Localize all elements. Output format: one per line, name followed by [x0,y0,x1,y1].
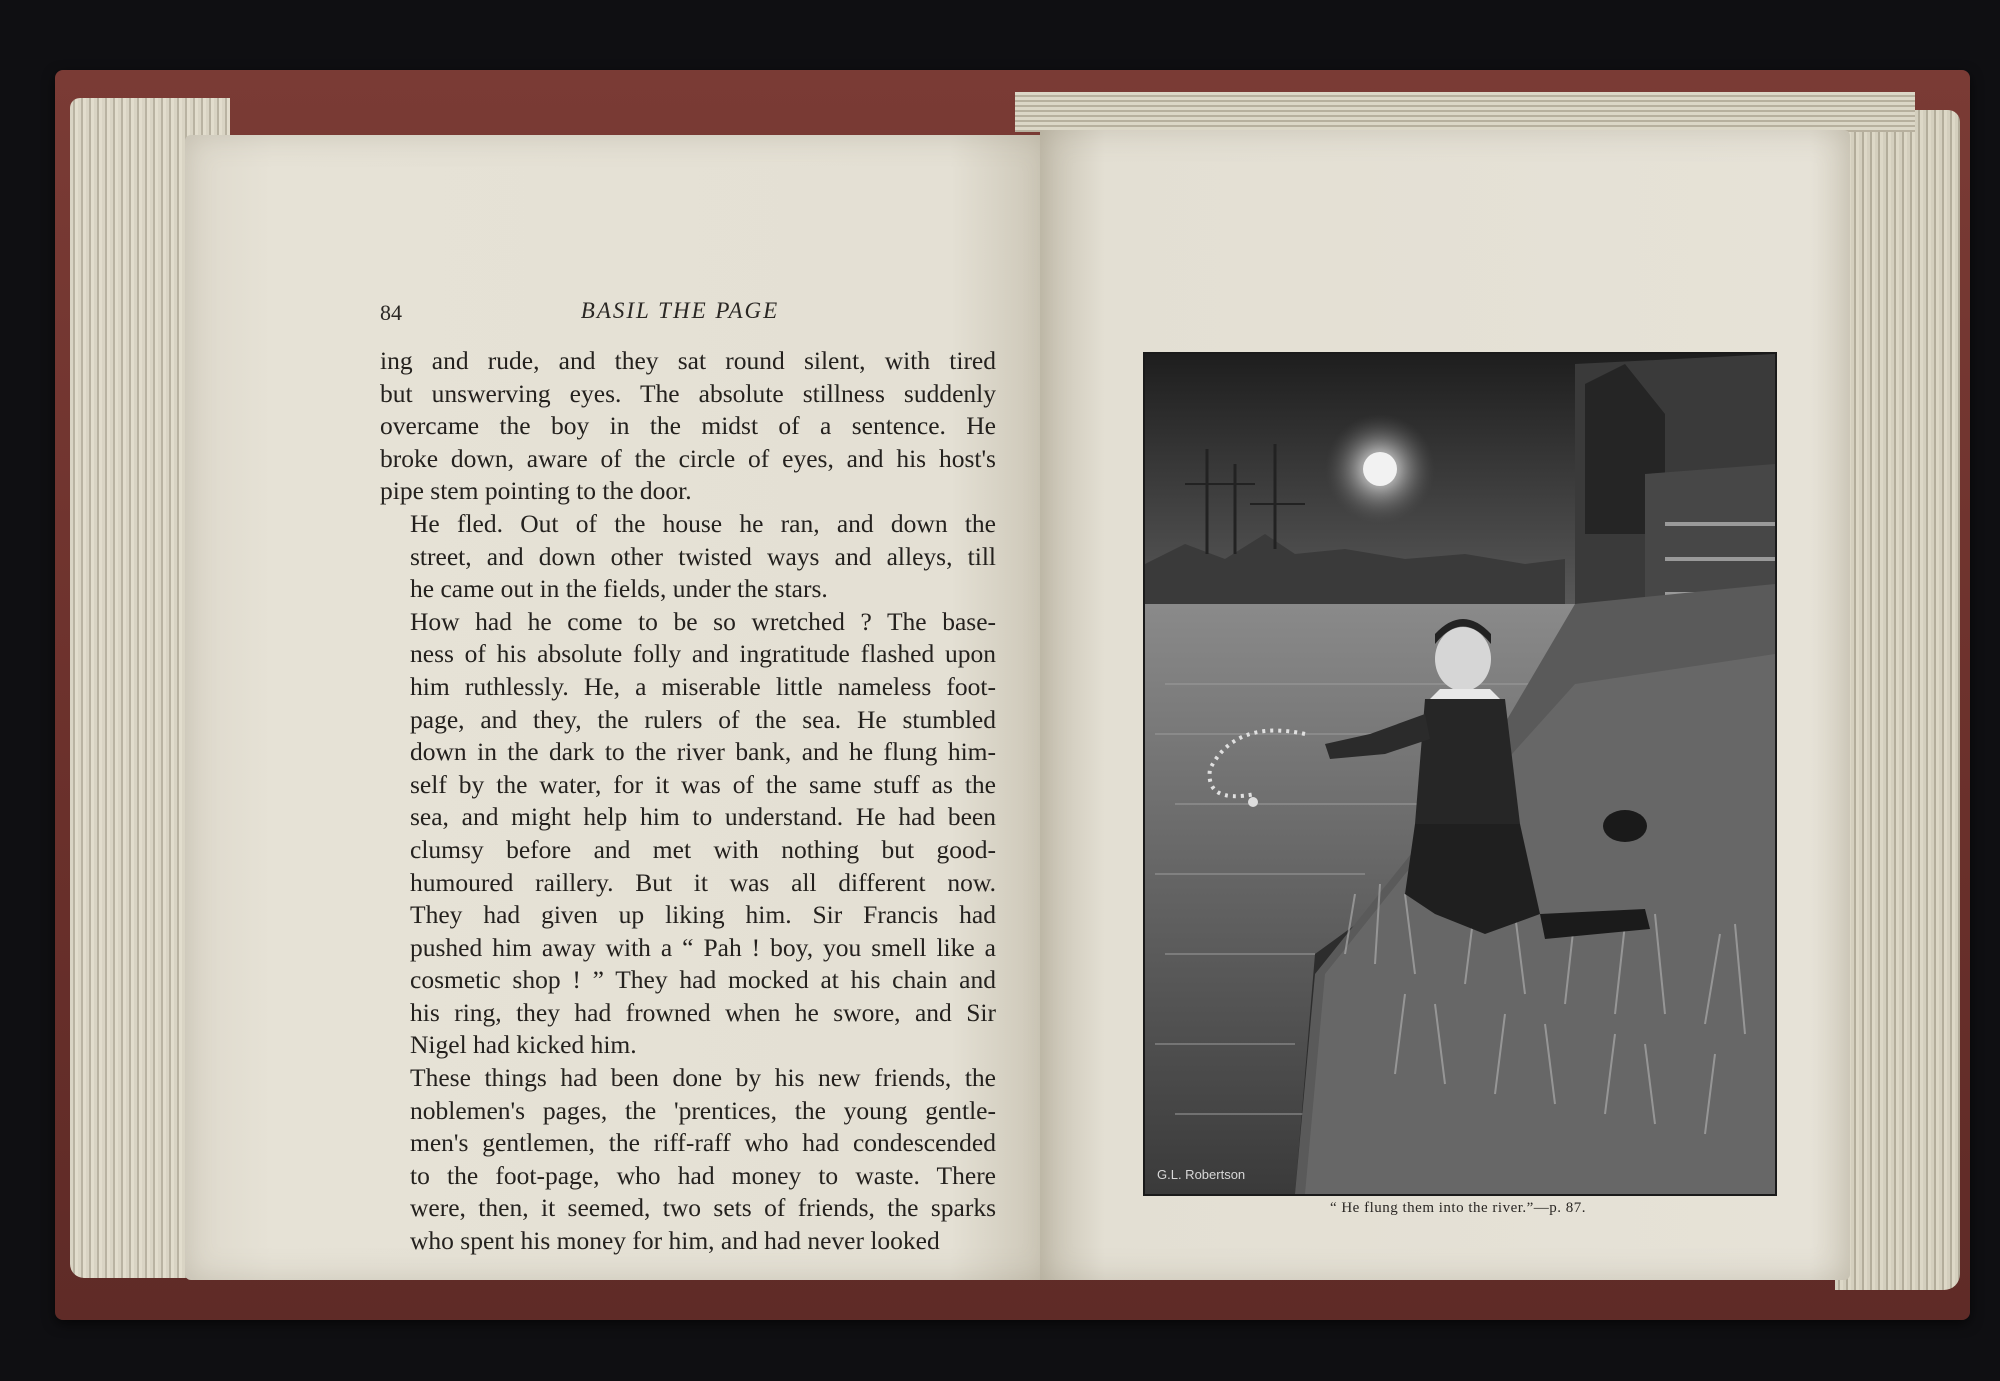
illustration-caption: “ He flung them into the river.”—p. 87. [1329,1200,1587,1216]
text-line: but unswerving eyes. The absolute stillness suddenly [380,378,996,408]
text-line: men's gentlemen, the riff-raff who had condescended [410,1128,996,1158]
river-illustration [1143,352,1777,1196]
text-line: ness of his absolute folly and ingratitude flashed upon [410,639,996,669]
text-line: ing and rude, and they sat round silent, with tired [380,346,996,375]
paragraph [380,606,996,1062]
text-line: cosmetic shop ! ” They had mocked at his chain and [410,965,996,995]
illustrator-signature: G.L. Robertson [1157,1167,1246,1182]
running-head [380,300,1000,330]
paragraph [380,1062,996,1258]
text-line: self by the water, for it was of the same stuff as the [410,769,996,799]
text-line: These things had been done by his new friends, the [410,1063,996,1093]
text-line: humoured raillery. But it was all different now. [410,867,996,897]
text-line: They had given up liking him. Sir Francis had [410,900,996,930]
open-book [55,70,1970,1320]
book-title: BASIL THE PAGE [580,298,780,323]
text-line: to the foot-page, who had money to waste. There [410,1160,996,1190]
text-line: him ruthlessly. He, a miserable little nameless foot- [410,671,996,701]
text-line: street, and down other twisted ways and alleys, till [410,541,996,571]
text-line: noblemen's pages, the 'prentices, the young gentle- [410,1095,996,1125]
text-line: clumsy before and met with nothing but good- [410,834,996,864]
text-line: pushed him away with a “ Pah ! boy, you smell like a [410,932,996,962]
text-line: pipe stem pointing to the door. [380,476,692,506]
text-line: overcame the boy in the midst of a sentence. He [380,411,996,441]
paragraph [380,345,996,508]
left-page [185,135,1055,1280]
right-page [1040,130,1850,1280]
text-line: How had he come to be so wretched ? The base- [410,606,996,636]
text-line: page, and they, the rulers of the sea. He stumbled [410,704,996,734]
text-line: down in the dark to the river bank, and he flung him- [410,737,996,767]
text-line: sea, and might help him to understand. He had been [410,802,996,832]
page-edges-right [1835,110,1960,1290]
page-number: 84 [380,300,402,325]
text-line: Nigel had kicked him. [410,1030,637,1060]
page-edges-top [1015,92,1915,132]
text-line: He fled. Out of the house he ran, and down the [410,508,996,538]
text-line: broke down, aware of the circle of eyes, and his host's [380,443,996,473]
text-line: were, then, it seemed, two sets of friends, the sparks [410,1193,996,1223]
body-text [380,345,996,1258]
text-line: he came out in the fields, under the stars. [410,574,828,604]
text-line: his ring, they had frowned when he swore, and Sir [410,997,996,1027]
paragraph [380,508,996,606]
text-line: who spent his money for him, and had never looked [410,1226,940,1256]
illustration-artwork [1145,354,1775,1194]
